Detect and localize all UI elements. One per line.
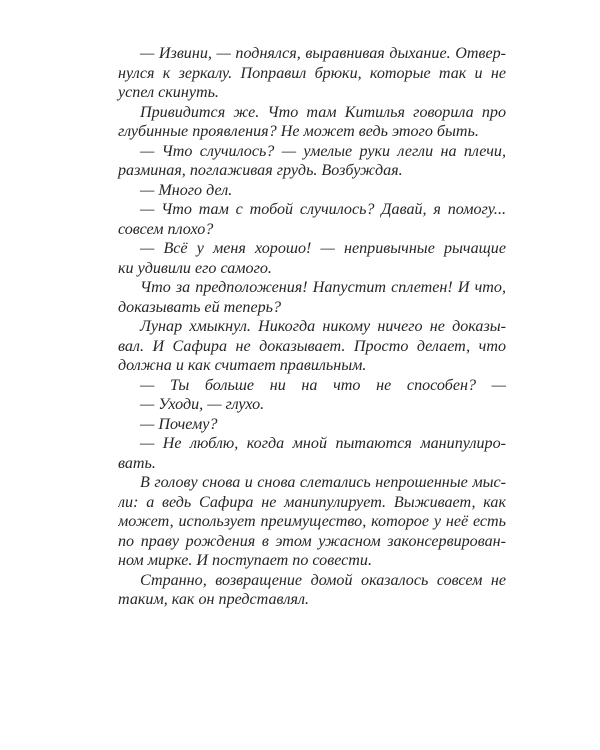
text-line: должна и как считает правильным. xyxy=(118,357,367,374)
text-line: совсем плохо? xyxy=(118,220,214,238)
text-line: — Всё у меня хорошо! — непривычные рычащие xyxy=(140,240,506,257)
text-line: — Что случилось? — умелые руки легли на плечи, xyxy=(140,142,506,160)
text-line: — Ты больше ни на что не способен? — xyxy=(140,376,506,394)
text-line: ли: а ведь Сафира не манипулирует. Выживает, как xyxy=(118,493,506,511)
text-line: может, использует преимущество, которое у неё есть xyxy=(118,513,506,530)
text-line: Что за предположения! Напустит сплетен! И что, xyxy=(140,279,506,296)
text-line: вать. xyxy=(118,454,156,472)
text-line: успел скинуть. xyxy=(118,84,219,101)
text-line: ном мирке. И поступает по совести. xyxy=(118,552,372,569)
page-text xyxy=(118,44,506,610)
text-line: по праву рождения в этом ужасном законсервирован- xyxy=(118,532,506,550)
text-line: Лунар хмыкнул. Никогда никому ничего не доказы- xyxy=(140,318,506,335)
text-line: ки удивили его самого. xyxy=(118,259,272,277)
text-line: глубинные проявления? Не может ведь этого быть. xyxy=(118,123,479,140)
text-line: вал. И Сафира не доказывает. Просто делает, что xyxy=(118,337,506,355)
text-line: Странно, возвращение домой оказалось совсем не xyxy=(140,571,506,589)
text-line: — Не люблю, когда мной пытаются манипулиро- xyxy=(140,435,506,452)
text-line: Привидится же. Что там Китилья говорила про xyxy=(140,103,506,121)
text-line: — Извини, — поднялся, выравнивая дыхание. Отвер- xyxy=(140,45,506,62)
text-line: — Много дел. xyxy=(140,181,233,199)
text-line: нулся к зеркалу. Поправил брюки, которые так и не xyxy=(118,64,506,82)
text-line: доказывать ей теперь? xyxy=(118,298,282,316)
text-line: — Уходи, — глухо. xyxy=(140,396,265,413)
text-line: — Что там с тобой случилось? Давай, я помогу... xyxy=(140,201,506,218)
text-line: В голову снова и снова слетались непрошенные мыс- xyxy=(140,474,506,491)
text-line: таким, как он представлял. xyxy=(118,591,310,608)
text-line: — Почему? xyxy=(140,415,218,433)
text-line: разминая, поглаживая грудь. Возбуждая. xyxy=(118,162,403,179)
